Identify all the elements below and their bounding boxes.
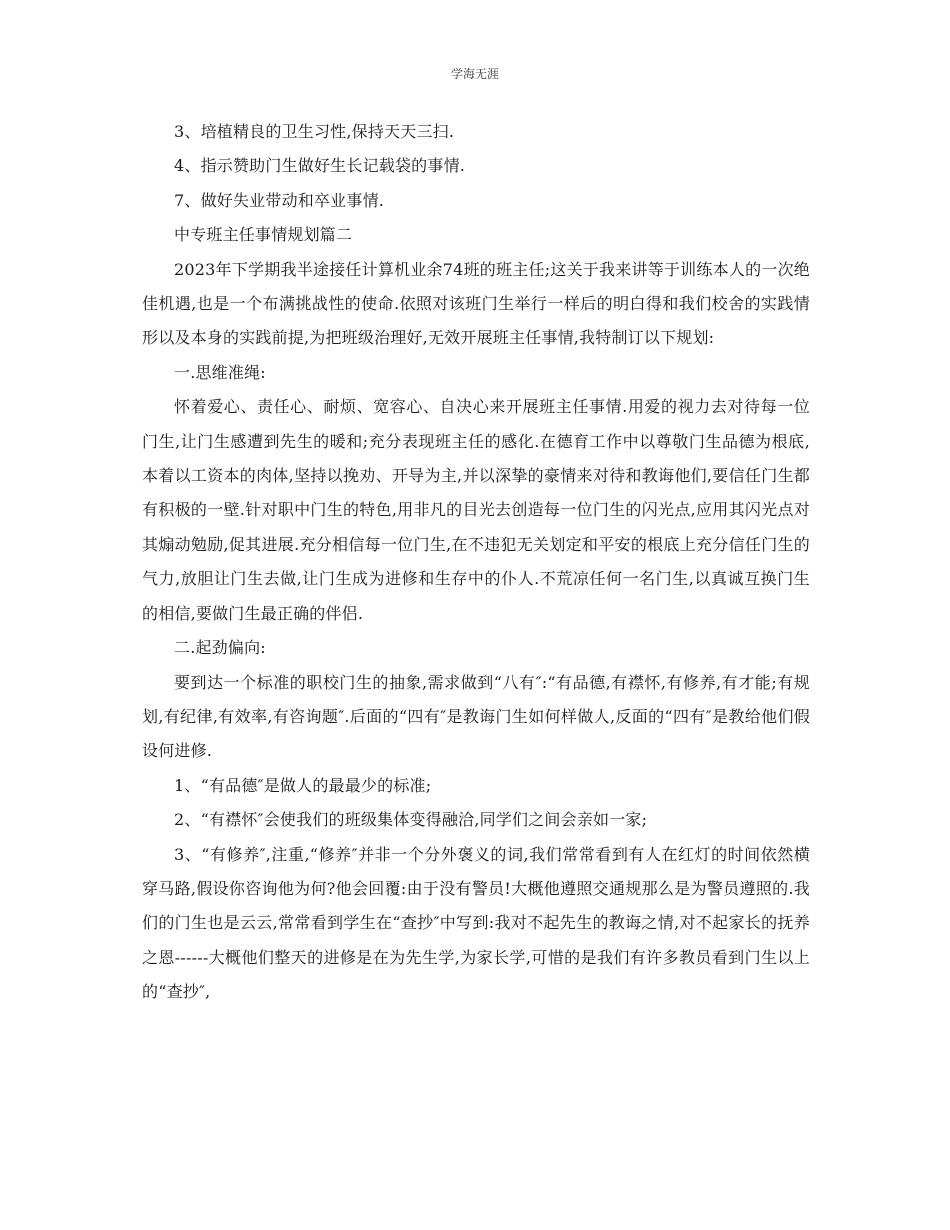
page-header: 学海无涯 [450, 67, 499, 81]
paragraph-goal: 要到达一个标准的职校门生的抽象,需求做到“八有″:“有品德,有襟怀,有修养,有才能;有规划,有纪律,有效率,有咨询题″.后面的“四有″是教诲门生如何样做人,反面的“四有″是教给他们假设何进修. [142, 672, 810, 761]
list-item-2: 2、“有襟怀″会使我们的班级集体变得融洽,同学们之间会亲如一家; [174, 810, 648, 830]
list-item-3: 3、“有修养″,注重,“修养″并非一个分外褒义的词,我们常常看到有人在红灯的时间依然横穿马路,假设你咨询他为何?他会回覆:由于没有警员!大概他遵照交通规那么是为警员遵照的.我们的门生也是云云,常常看到学生在“查抄″中写到:我对不起先生的教诲之情,对不起家长的抚养之恩------大概他们整天的进修是在为先生学,为家长学,可惜的是我们有许多教员看到门生以上的“查抄″, [142, 844, 810, 1002]
paragraph-1: 3、培植精良的卫生习性,保持天天三扫. [174, 122, 455, 141]
document-body [142, 115, 810, 1010]
paragraph-intro: 2023年下学期我半途接任计算机业余74班的班主任;这关于我来讲等于训练本人的一次绝佳机遇,也是一个布满挑战性的使命.依照对该班门生举行一样后的明白得和我们校舍的实践情形以及本身的实践前提,为把班级治理好,无效开展班主任事情,我特制订以下规划: [142, 259, 810, 348]
heading-thought-principle: 一.思维准绳: [174, 362, 266, 382]
paragraph-3: 7、做好失业带动和卒业事情. [174, 190, 385, 210]
paragraph-2: 4、指示赞助门生做好生长记载袋的事情. [174, 156, 466, 176]
list-item-1: 1、“有品德″是做人的最最少的标准; [174, 775, 432, 795]
heading-goal: 二.起劲偏向: [174, 638, 266, 658]
paragraph-thought-principle: 怀着爱心、责任心、耐烦、宽容心、自决心来开展班主任事情.用爱的视力去对待每一位门生,让门生感遭到先生的暖和;充分表现班主任的感化.在德育工作中以尊敬门生品德为根底,本着以工资本的肉体,坚持以挽劝、开导为主,并以深挚的豪情来对待和教诲他们,要信任门生都有积极的一壁.针对职中门生的特色,用非凡的目光去创造每一位门生的闪光点,应用其闪光点对其煽动勉励,促其进展.充分相信每一位门生,在不违犯无关划定和平安的根底上充分信任门生的气力,放胆让门生去做,让门生成为进修和生存中的仆人.不荒凉任何一名门生,以真诚互换门生的相信,要做门生最正确的伴侣. [142, 397, 810, 623]
section-title: 中专班主任事情规划篇二 [174, 225, 353, 245]
